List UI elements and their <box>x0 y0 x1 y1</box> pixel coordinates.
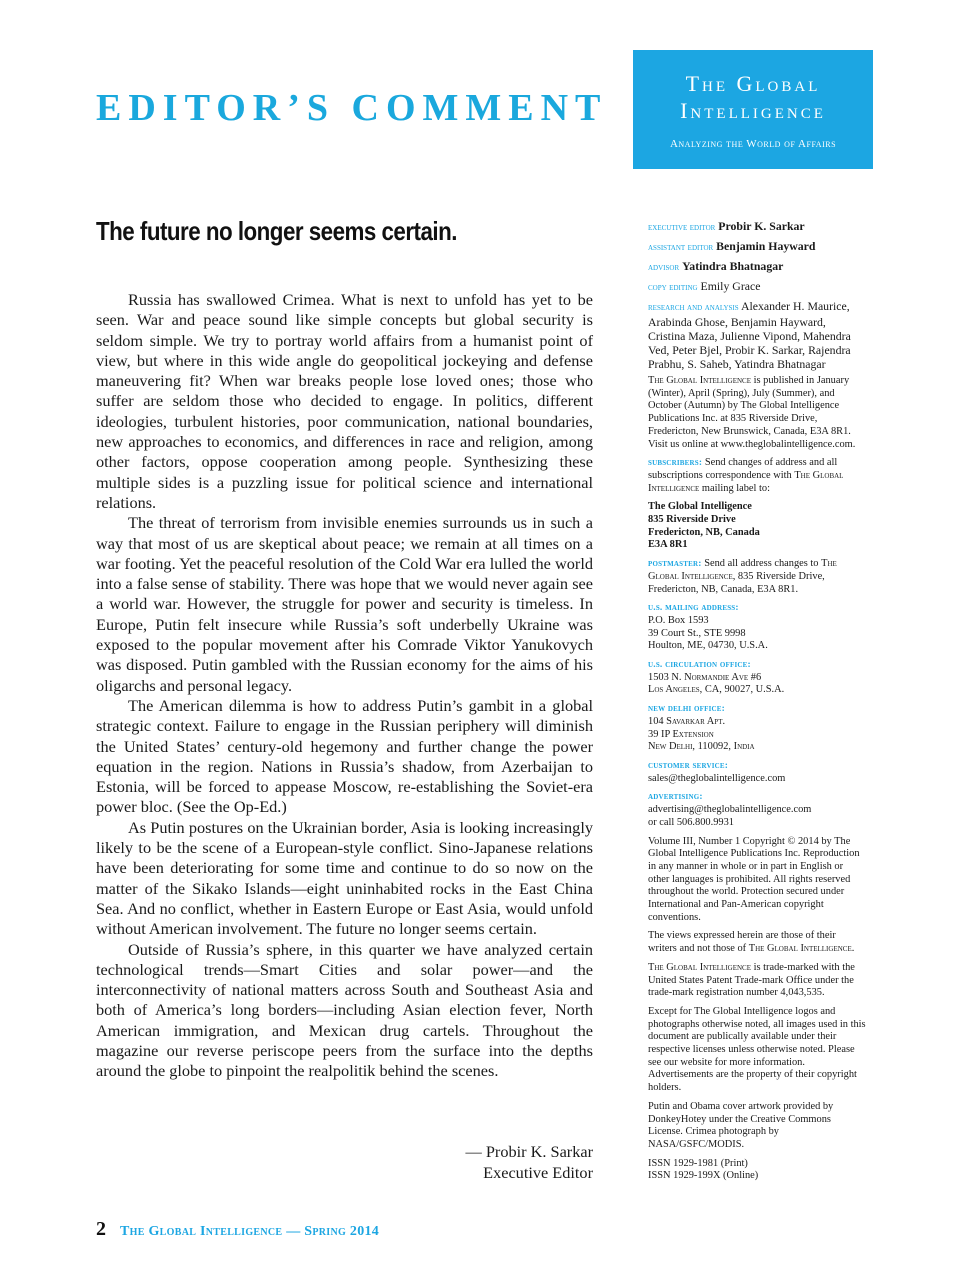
issn-online: ISSN 1929-199X (Online) <box>648 1170 759 1182</box>
page-number: 2 <box>96 1218 106 1240</box>
views-text: The views expressed herein are those of their writers and not those of <box>648 930 836 955</box>
masthead-research <box>648 299 866 371</box>
customer-service-label: customer service: <box>648 760 729 771</box>
signature-name: — Probir K. Sarkar <box>465 1142 593 1161</box>
person-names: Alexander H. Maurice, Arabinda Ghose, Benjamin Hayward, Cristina Maza, Julienne Vipond, Mahendra Ved, Peter Bjel, Probir K. Sarkar, Rajendra Prabhu, S. Saheb, Yatindra Bhatnagar <box>648 299 851 371</box>
advertising-phone: or call 506.800.9931 <box>648 816 734 828</box>
cover-credits: Putin and Obama cover artwork provided by DonkeyHotey under the Creative Commons License. Crimea photograph by NASA/GSFC/MODIS. <box>648 1100 834 1150</box>
role-label: research and analysis <box>648 302 739 313</box>
postmaster-text-after: , 835 Riverside Drive, Fredericton, NB, Canada, E3A 8R1. <box>648 570 825 595</box>
editor-signature <box>380 1142 593 1183</box>
images-notice: Except for The Global Intelligence logos and photographs otherwise noted, all images used in this document are publically available under their respective licenses unless otherwise noted. Please see our website for more information. Advertisements are the property of their copyright holders. <box>648 1005 866 1094</box>
address-line: Los Angeles, CA, 90027, U.S.A. <box>648 684 785 696</box>
address-line: P.O. Box 1593 <box>648 614 709 626</box>
masthead <box>648 219 866 1183</box>
address-line: 835 Riverside Drive <box>648 514 736 526</box>
footer-running-title: The Global Intelligence — Spring 2014 <box>120 1224 380 1239</box>
person-name: Emily Grace <box>700 279 761 293</box>
masthead-copy-editing <box>648 279 866 295</box>
advertising-email: advertising@theglobalintelligence.com <box>648 804 812 816</box>
person-name: Benjamin Hayward <box>716 239 816 253</box>
us-circulation-office <box>648 659 866 697</box>
new-delhi-office <box>648 703 866 754</box>
address-line: 1503 N. Normandie Ave #6 <box>648 671 762 683</box>
views-disclaimer <box>648 930 866 955</box>
us-circulation-label: u.s. circulation office: <box>648 660 751 671</box>
article-paragraph: As Putin postures on the Ukrainian border, Asia is looking increasingly likely to be the scene of a European-style conflict. Sino-Japanese relations have been deteriorating for some time and continue to do so now on the matter of the Sikako Islands—eight uninhabited rocks in the East China Sea. And no conflict, whether in Eastern Europe or East Asia, would unfold without American involvement. The future no longer seems certain. <box>96 817 593 939</box>
advertising-info <box>648 791 866 829</box>
address-line: 39 IP Extension <box>648 728 714 740</box>
brand-name-line-2: Intelligence <box>680 98 826 123</box>
role-label: executive editor <box>648 222 716 233</box>
person-name: Yatindra Bhatnagar <box>682 259 784 273</box>
copyright-notice: Volume III, Number 1 Copyright © 2014 by The Global Intelligence Publications Inc. Reproduction in any manner in whole or in part in English or other languages is prohibited. All rights reserved throughout the world. Protection secured under International and Pan-American copyright conventions. <box>648 835 860 923</box>
publication-info <box>648 375 866 451</box>
page-footer <box>96 1218 379 1241</box>
trademark-pub-name: The Global Intelligence <box>648 961 751 973</box>
advertising-label: advertising: <box>648 792 703 803</box>
views-pub-name: The Global Intelligence <box>748 943 852 955</box>
issn-print: ISSN 1929-1981 (Print) <box>648 1157 748 1169</box>
customer-service-email: sales@theglobalintelligence.com <box>648 772 786 784</box>
subscribers-info <box>648 457 866 495</box>
subscribers-label: subscribers: <box>648 458 703 469</box>
publication-text: is published in January (Winter), April (Spring), July (Summer), and October (Autumn) by The Global Intelligence Publications Inc. at 835 Riverside Drive, Fredericton, New Brunswick, Canada, E3A 8R1. Visit us online at www.theglobalintelligence.com. <box>648 375 856 450</box>
postmaster-info <box>648 558 866 596</box>
customer-service <box>648 760 866 785</box>
brand-logo-box <box>633 50 873 169</box>
article-body <box>96 290 593 1082</box>
postmaster-pub-name: The Global Intelligence <box>648 558 837 582</box>
us-mailing-label: u.s. mailing address: <box>648 603 739 614</box>
brand-name-line-1: The Global <box>685 71 821 96</box>
issn-block <box>648 1158 866 1183</box>
brand-tagline: Analyzing the World of Affairs <box>669 138 837 150</box>
masthead-assistant-editor <box>648 239 866 255</box>
address-line: The Global Intelligence <box>648 501 752 513</box>
signature-title: Executive Editor <box>483 1162 593 1182</box>
trademark-notice <box>648 962 866 1000</box>
role-label: copy editing <box>648 282 698 293</box>
address-line: New Delhi, 110092, India <box>648 741 755 753</box>
subscribers-text-after: mailing label to: <box>701 482 770 494</box>
article-paragraph: The threat of terrorism from invisible enemies surrounds us in such a way that most of us are skeptical about peace; we remain at all times on a war footing. Yet the peaceful resolution of the Cold War era lulled the world into a false sense of stability. There was hope that we would never again see a world war. However, the struggle for power and security is timeless. In Europe, Putin felt insecure while Russia’s soft underbelly Ukraine was exposed to the popular movement after his Comrade Viktor Yanukovych was disposed. Putin gambled with the Russian economy for the aims of his oligarchs and personal legacy. <box>96 513 593 695</box>
mailing-address <box>648 501 866 552</box>
article-paragraph: Russia has swallowed Crimea. What is next to unfold has yet to be seen. War and peace sound like simple concepts but global security is seldom simple. We try to portray world affairs from a humanist point of view, but where in this wide angle do geopolitical jockeying and defense maneuvering fit? When war breaks people lose loved ones; those who suffer are seldom those who decided to engage. In politics, different ideologies, turbulent histories, poor communication, national boundaries, new approaches to economics, and differences in race and religion, among other factors, oppose cooperation among people. Synthesizing these multiple sides is a puzzling issue for political science and international relations. <box>96 290 593 512</box>
address-line: Fredericton, NB, Canada <box>648 526 760 538</box>
subscribers-text: Send changes of address and all subscriptions correspondence with <box>648 457 838 481</box>
article-paragraph: Outside of Russia’s sphere, in this quarter we have analyzed certain technological trends—Smart Cities and solar power—and the interconnectivity of national matters across South and Southeast Asia and both of America’s long borders—including Asian election fever, North American immigration, and Mexican drug cartels. Throughout the magazine our reverse periscope peers from the surface into the depths around the globe to pinpoint the realpolitik behind the scenes. <box>96 939 593 1081</box>
person-name: Probir K. Sarkar <box>718 219 805 233</box>
masthead-executive-editor <box>648 219 866 235</box>
role-label: advisor <box>648 262 680 273</box>
views-text-after: . <box>851 943 855 955</box>
address-line: 104 Savarkar Apt. <box>648 715 726 727</box>
publication-name: The Global Intelligence <box>648 375 751 386</box>
role-label: assistant editor <box>648 242 714 253</box>
postmaster-label: postmaster: <box>648 559 702 570</box>
article-paragraph: The American dilemma is how to address Putin’s gambit in a global strategic context. Failure to engage in the Russian periphery will diminish the United States’ century-old hegemony and further change the power equation in the region. Nations in Russia’s shadow, from Azerbaijan to Estonia, will be forced to appease Moscow, re-establishing the Soviet-era power bloc. (See the Op-Ed.) <box>96 695 593 817</box>
trademark-text: is trade-marked with the United States Patent Trade-mark Office under the trade-mark registration number 4,043,535. <box>648 961 855 999</box>
masthead-advisor <box>648 259 866 275</box>
section-title: EDITOR’S COMMENT <box>96 87 608 129</box>
address-line: E3A 8R1 <box>648 539 688 551</box>
new-delhi-label: new delhi office: <box>648 704 726 715</box>
subscribers-pub-name: The Global Intelligence <box>648 469 844 494</box>
address-line: 39 Court St., STE 9998 <box>648 627 746 639</box>
article-headline: The future no longer seems certain. <box>96 216 457 246</box>
us-mailing-address <box>648 602 866 653</box>
address-line: Houlton, ME, 04730, U.S.A. <box>648 640 768 652</box>
postmaster-text: Send all address changes to <box>704 558 819 570</box>
